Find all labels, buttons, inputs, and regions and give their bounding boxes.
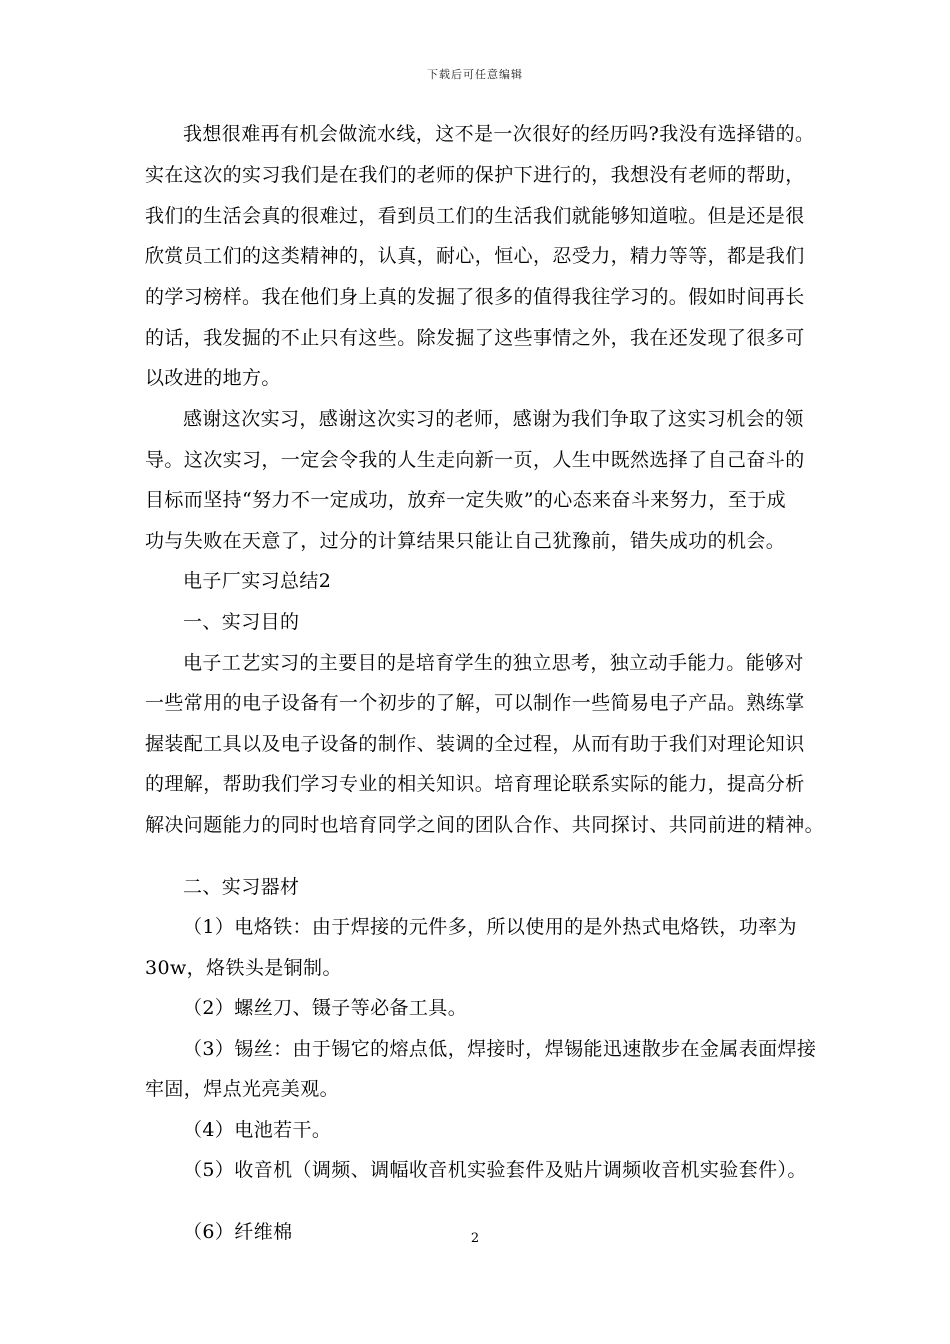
- section-heading: 二、实习器材: [183, 876, 300, 898]
- paragraph-line: 解决问题能力的同时也培育同学之间的团队合作、共同探讨、共同前进的精神。: [145, 814, 825, 836]
- paragraph-line: 我想很难再有机会做流水线，这不是一次很好的经历吗?我没有选择错的。: [183, 123, 815, 145]
- paragraph-line: 以改进的地方。: [145, 367, 281, 389]
- list-item-continuation: 30w，烙铁头是铜制。: [145, 957, 342, 979]
- list-item: （4）电池若干。: [183, 1119, 332, 1141]
- paragraph-line: 感谢这次实习，感谢这次实习的老师，感谢为我们争取了这实习机会的领: [183, 408, 804, 430]
- paragraph-line: 我们的生活会真的很难过，看到员工们的生活我们就能够知道啦。但是还是很: [145, 205, 805, 227]
- paragraph-line: 握装配工具以及电子设备的制作、装调的全过程，从而有助于我们对理论知识: [145, 733, 805, 755]
- paragraph-line: 电子工艺实习的主要目的是培育学生的独立思考，独立动手能力。能够对: [183, 652, 804, 674]
- header-note: 下载后可任意编辑: [427, 68, 523, 81]
- page-number: 2: [470, 1231, 480, 1246]
- list-item: （6）纤维棉: [183, 1221, 293, 1243]
- paragraph-line: 的话，我发掘的不止只有这些。除发掘了这些事情之外，我在还发现了很多可: [145, 327, 805, 349]
- paragraph-line: 一些常用的电子设备有一个初步的了解，可以制作一些简易电子产品。熟练掌: [145, 692, 805, 714]
- section-heading: 一、实习目的: [183, 611, 300, 633]
- paragraph-line: 目标而坚持“努力不一定成功，放弃一定失败”的心态来奋斗来努力，至于成: [145, 489, 787, 511]
- section-title: 电子厂实习总结2: [183, 570, 332, 592]
- paragraph-line: 的理解，帮助我们学习专业的相关知识。培育理论联系实际的能力，提高分析: [145, 773, 805, 795]
- paragraph-line: 欣赏员工们的这类精神的，认真，耐心，恒心，忍受力，精力等等，都是我们: [145, 245, 805, 267]
- list-item: （2）螺丝刀、镊子等必备工具。: [183, 997, 468, 1019]
- list-item: （3）锡丝：由于锡它的熔点低，焊接时，焊锡能迅速散步在金属表面焊接: [183, 1038, 817, 1060]
- list-item: （1）电烙铁：由于焊接的元件多，所以使用的是外热式电烙铁，功率为: [183, 916, 797, 938]
- paragraph-line: 功与失败在天意了，过分的计算结果只能让自己犹豫前，错失成功的机会。: [145, 530, 786, 552]
- paragraph-line: 导。这次实习，一定会令我的人生走向新一页，人生中既然选择了自己奋斗的: [145, 449, 805, 471]
- list-item-continuation: 牢固，焊点光亮美观。: [145, 1078, 340, 1100]
- paragraph-line: 的学习榜样。我在他们身上真的发掘了很多的值得我往学习的。假如时间再长: [145, 286, 805, 308]
- paragraph-line: 实在这次的实习我们是在我们的老师的保护下进行的，我想没有老师的帮助，: [145, 164, 805, 186]
- list-item: （5）收音机（调频、调幅收音机实验套件及贴片调频收音机实验套件）。: [183, 1159, 807, 1181]
